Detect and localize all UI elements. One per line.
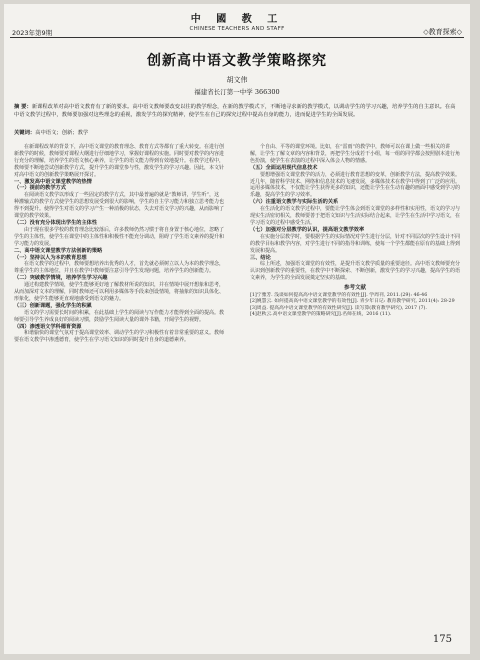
paragraph: 由于现在很多学校的教育理念比较落后，许多教师仍然习惯于将自身置于核心地位，忽略了学生的主体性，使学生在课堂中的主体性和积极性不能充分调动，阻碍了学生语文素养的提升和学习能力的发展。 bbox=[14, 226, 225, 247]
section-heading: （四）渗透语文学科德育资源 bbox=[14, 323, 82, 330]
abstract-label: 摘 要： bbox=[14, 104, 32, 110]
abstract-text: 新课程改革对高中语文教育有了新的要求。高中语文教师要改变以往的教学理念，在新的教学模式下，不断地寻求新的教学模式，以调动学生的学习兴趣，培养学生的自主意识。在高中语文教学过程中，教师要加强对这些理念的重视，激发学生的探究精神，使学生在自己的探究过程中提高自身的能力，进而促进学生的全面发展。 bbox=[14, 104, 456, 118]
journal-page bbox=[4, 4, 470, 654]
section-heading: （一）坚持以人为本的教育思想 bbox=[14, 254, 87, 261]
keywords-label: 关键词： bbox=[14, 130, 36, 136]
body-column-right bbox=[250, 144, 460, 319]
journal-name-en: CHINESE TEACHERS AND STAFF bbox=[189, 26, 285, 32]
column-label: ◇教育探索◇ bbox=[423, 28, 462, 36]
header-rule bbox=[10, 37, 464, 38]
paragraph: 要想增强语文课堂教学的活力，必须进行教育思想的变革，创新教学方法，提高教学效果。近几年，随着科学技术、网络和信息技术的飞速发展，多媒体技术在教学中得到了广泛的应用。运用多媒体技术，不仅能让学生获得更多的知识，还能让学生在生动有趣的画面中感受到学习的乐趣，提高学生的学习效率。 bbox=[250, 171, 461, 199]
paragraph: 个自由、平等的课堂环境。比如，在“雷雨”的教学中，教师可以在课上做一些相关的讲解，让学生了解文章的内容和背景，再把学生分成若干小组，每一组的同学都会按照剧本进行角色扮演，使学生在表演的过程中深入体会人物的情感。 bbox=[250, 144, 461, 164]
reference-item: [2]姚慧云. 如何提高高中语文课堂教学的有效性[J]. 青少年日记: 教育教学研究, 2011(4): 28-29 bbox=[250, 299, 455, 305]
paragraph: 在新课程改革的背景下，高中语文课堂的教育理念、教育方式等都有了重大转变。在进行创新教学的时候，教师要对课程大纲进行仔细地学习，掌握好课程的实施。同时要对教学的内容进行充分的理解，培养学生的语文核心素养，让学生的语文能力得到有效地提升。在教学过程中，教师要不断地尝试创新教学方式，提升学生的课堂参与性，激发学生的学习兴趣。因此，本文针对高中语文的创新教学策略展开探讨。 bbox=[14, 144, 225, 178]
abstract bbox=[14, 103, 460, 119]
page-number: 175 bbox=[432, 634, 452, 645]
paragraph: 和谐愉快的课堂气氛对于提高课堂效率、调动学生的学习积极性有着非常重要的意义。教师要在语文教学中渗透德育，使学生在学习语文知识的同时提升自身的道德素养。 bbox=[14, 330, 225, 344]
section-heading: 二、高中语文课堂教学方法创新的策略 bbox=[14, 247, 103, 254]
keywords bbox=[14, 128, 460, 136]
section-heading: （七）加强对分层教学的认识，提高语文教学效率 bbox=[250, 226, 365, 233]
paragraph: 在生活化的语文教学过程中，要能让学生体会到语文课堂的多样性和实用性，语文的学习与现实生活密切相关，教师要善于把语文知识与生活实际结合起来，让学生在生活中学习语文，在学习语文的过程中感受生活。 bbox=[250, 206, 461, 226]
section-heading: （六）注重语文教学与实际生活的关系 bbox=[250, 199, 339, 206]
paragraph: 通过构建教学情境，使学生能够更好地了解教材所说的知识，并在情境中展开想象和思考，从而加深对文本的理解，同时教师还可以利用多媒体等手段来创设情境，将抽象的知识具体化、形象化，使学生能够更直观地感受到语文的魅力。 bbox=[14, 282, 225, 302]
article-affiliation: 福建省长汀第一中学 366300 bbox=[194, 88, 280, 96]
body-column-left bbox=[14, 144, 224, 344]
journal-name: 中 國 教 工 bbox=[190, 14, 284, 25]
section-heading: （二）没有充分体现出学生的主体性 bbox=[14, 219, 98, 226]
section-heading: （一）提前的教学方式 bbox=[14, 185, 66, 192]
paragraph: 语文的学习需要长时间的积累，在此基础上学生的阅读与写作能力才能得到全面的提高。教师要引导学生养成良好的阅读习惯，鼓励学生阅读大量的课外书籍，开阔学生的视野。 bbox=[14, 309, 225, 323]
paragraph: 在语文教学的过程中，教师要想培养出优秀的人才，首先就必须树立以人为本的教学理念，尊重学生的主体地位，并且在教学中教师要注意引导学生发现问题，培养学生的创新能力。 bbox=[14, 261, 225, 275]
section-heading: 三、结论 bbox=[250, 254, 271, 261]
paragraph: 在阅读语文教学以形成了一些固定的教学方式，其中最普遍的就是“教师讲，学生听”，这种灌输式的教学方式使学生的思想发展受到很大的影响，学生的自主学习能力和独立思考能力也得不到提升。使得学生对语文的学习产生一种消极的状态，失去对语文学习的兴趣，从而影响了课堂的教学效果。 bbox=[14, 192, 225, 220]
article-title: 创新高中语文教学策略探究 bbox=[147, 53, 327, 69]
reference-item: [3]周益. 提高高中语文课堂教学的有效性研究[J]. 读写算(教育教学研究), 2017 (7). bbox=[250, 305, 427, 311]
references-title: 参考文献 bbox=[343, 285, 366, 292]
section-heading: （三）创新课题，强化学生的积累 bbox=[14, 302, 92, 309]
section-heading: （二）突破教学情境，培养学生学习兴趣 bbox=[14, 275, 108, 282]
paragraph: 综上所述，加强语文课堂的有效性，是提升语文教学质量的重要途径。高中语文教师要充分认识到创新教学的重要性，在教学中不断探索、不断创新，激发学生的学习兴趣，提高学生的语文素养，为学生的全面发展奠定坚实的基础。 bbox=[250, 261, 461, 282]
issue-label: 2023年第9期 bbox=[12, 29, 53, 37]
article-author: 胡文伟 bbox=[226, 76, 248, 84]
keywords-text: 高中语文；创新；教学 bbox=[35, 130, 89, 136]
reference-item: [1]宁雅芳. 浅谈如何提高高中语文课堂教学的有效性[J]. 学周刊, 2011.(29): 46-46 bbox=[250, 293, 428, 299]
section-heading: 一、激发高中语文课堂教学的热情 bbox=[14, 178, 92, 185]
running-header bbox=[4, 10, 470, 32]
reference-item: [4]赵秋云.高中语文课堂教学的策略研究[J].名师在线，2016 (11). bbox=[250, 312, 392, 318]
section-heading: （五）全面运用现代信息技术 bbox=[250, 164, 318, 171]
paragraph: 在实施分层教学时，要根据学生的实际情况对学生进行分层，针对不同层次的学生设计不同的教学目标和教学内容，对学生进行不同的指导和训练，使每一个学生都能在原有的基础上得到发展和提高。 bbox=[250, 233, 461, 254]
